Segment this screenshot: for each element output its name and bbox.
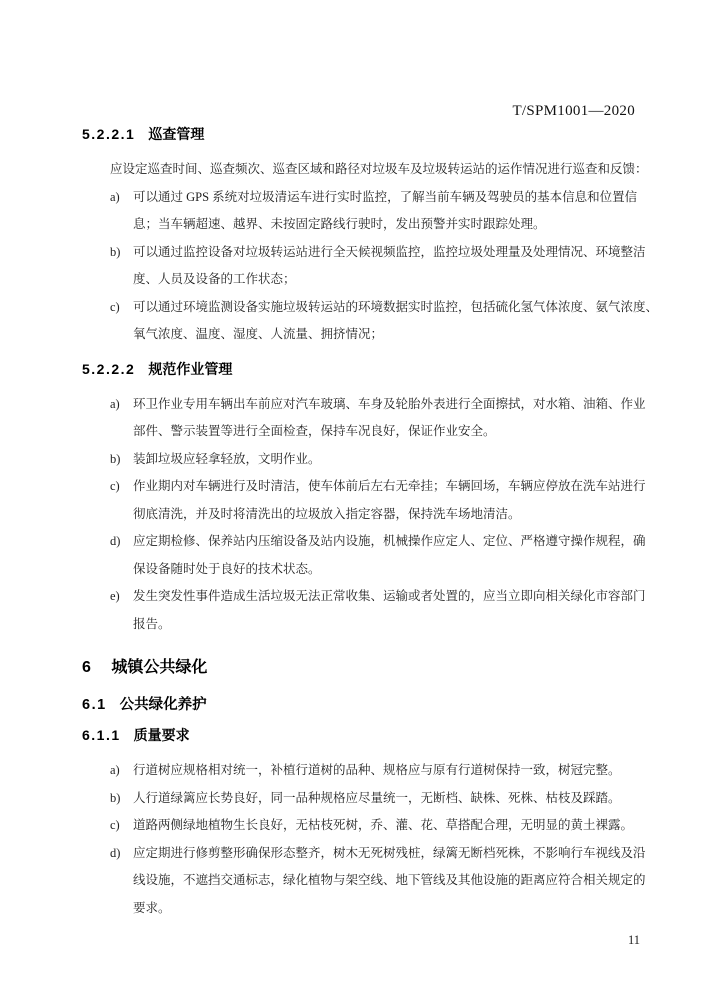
list-item	[82, 528, 648, 583]
list-item-marker: a)	[110, 396, 120, 411]
list-item	[82, 583, 648, 638]
standard-code-header: T/SPM1001—2020	[512, 103, 635, 119]
list-item-line: 线设施，不遮挡交通标志，绿化植物与架空线、地下管线及其他设施的距离应符合相关规定的	[133, 873, 646, 887]
list-item	[82, 473, 648, 528]
heading-title: 城镇公共绿化	[111, 659, 208, 676]
list-item-line: 报告。	[133, 616, 171, 631]
section-heading-6	[82, 657, 648, 679]
section-heading-5-2-2-1	[82, 124, 648, 144]
lettered-list	[82, 757, 648, 922]
list-item-line: 部件、警示装置等进行全面检查，保持车况良好，保证作业安全。	[133, 424, 496, 438]
list-item	[82, 446, 648, 474]
list-item-line: 行道树应规格相对统一，补植行道树的品种、规格应与原有行道树保持一致，树冠完整。	[133, 763, 621, 777]
list-item-line: 环卫作业专用车辆出车前应对汽车玻璃、车身及轮胎外表进行全面擦拭，对水箱、油箱、作业	[133, 396, 646, 411]
lettered-list	[82, 391, 648, 639]
list-item-line: 彻底清洗，并及时将清洗出的垃圾放入指定容器，保持洗车场地清洁。	[133, 506, 521, 521]
heading-title: 规范作业管理	[148, 360, 233, 377]
list-item	[82, 239, 648, 294]
list-item	[82, 812, 648, 840]
heading-title: 公共绿化养护	[119, 697, 207, 713]
list-item-line: 可以通过监控设备对垃圾转运站进行全天候视频监控，监控垃圾处理量及处理情况、环境整洁	[133, 244, 646, 259]
list-item-line: 应定期检修、保养站内压缩设备及站内设施，机械操作应定人、定位、严格遵守操作规程，确	[133, 534, 646, 548]
list-item	[82, 757, 648, 785]
list-item-marker: b)	[110, 244, 121, 259]
list-item-line: 应定期进行修剪整形确保形态整齐，树木无死树残桩，绿篱无断档死株，不影响行车视线及沿	[133, 845, 646, 860]
section-heading-6-1-1	[82, 725, 648, 745]
list-item-marker: c)	[110, 818, 120, 832]
list-item-line: 作业期内对车辆进行及时清洁，使车体前后左右无牵挂；车辆回场，车辆应停放在洗车站进行	[133, 479, 646, 493]
list-item-marker: e)	[110, 589, 120, 603]
section-heading-6-1	[82, 695, 648, 715]
list-item-line: 氧气浓度、温度、湿度、人流量、拥挤情况；	[133, 327, 384, 341]
heading-number: 6.1	[82, 697, 107, 713]
list-item	[82, 391, 648, 446]
heading-title: 质量要求	[133, 727, 190, 743]
list-item-line: 道路两侧绿地植物生长良好，无枯枝死树，乔、灌、花、草搭配合理，无明显的黄土裸露。	[133, 818, 634, 832]
heading-number: 5.2.2.2	[82, 360, 136, 377]
paragraph	[82, 156, 648, 184]
list-item	[82, 840, 648, 923]
list-item-marker: a)	[110, 763, 120, 777]
list-item	[82, 785, 648, 813]
list-item-line: 度、人员及设备的工作状态；	[133, 272, 296, 286]
list-item-marker: c)	[110, 479, 120, 493]
list-item-line: 发生突发性事件造成生活垃圾无法正常收集、运输或者处置的，应当立即向相关绿化市容部门	[133, 589, 646, 603]
list-item-line: 息；当车辆超速、越界、未按固定路线行驶时，发出预警并实时跟踪处理。	[133, 217, 546, 231]
page-number: 11	[627, 933, 640, 947]
heading-number: 6	[82, 659, 93, 676]
list-item-line: 保设备随时处于良好的技术状态。	[133, 561, 321, 576]
list-item-marker: d)	[110, 845, 121, 860]
list-item-line: 装卸垃圾应轻拿轻放，文明作业。	[133, 451, 321, 466]
list-item-marker: c)	[110, 299, 120, 314]
list-item-line: 人行道绿篱应长势良好，同一品种规格应尽量统一，无断档、缺株、死株、枯枝及踩踏。	[133, 790, 621, 805]
list-item-line: 要求。	[133, 900, 171, 915]
list-item-marker: b)	[110, 451, 121, 466]
list-item	[82, 294, 659, 349]
list-item-marker: d)	[110, 534, 121, 548]
list-item-line: 可以通过环境监测设备实施垃圾转运站的环境数据实时监控，包括硫化氢气体浓度、氨气浓度、	[133, 299, 659, 314]
list-item	[82, 184, 648, 239]
list-item-line: 可以通过 GPS 系统对垃圾清运车进行实时监控，了解当前车辆及驾驶员的基本信息和位置信	[133, 189, 638, 204]
heading-title: 巡查管理	[148, 126, 205, 142]
section-heading-5-2-2-2	[82, 359, 648, 379]
heading-number: 5.2.2.1	[82, 126, 136, 142]
paragraph-line: 应设定巡查时间、巡查频次、巡查区域和路径对垃圾车及垃圾转运站的运作情况进行巡查和反馈：	[110, 162, 648, 176]
list-item-marker: a)	[110, 189, 120, 204]
heading-number: 6.1.1	[82, 727, 121, 743]
lettered-list	[82, 184, 659, 349]
list-item-marker: b)	[110, 790, 121, 805]
